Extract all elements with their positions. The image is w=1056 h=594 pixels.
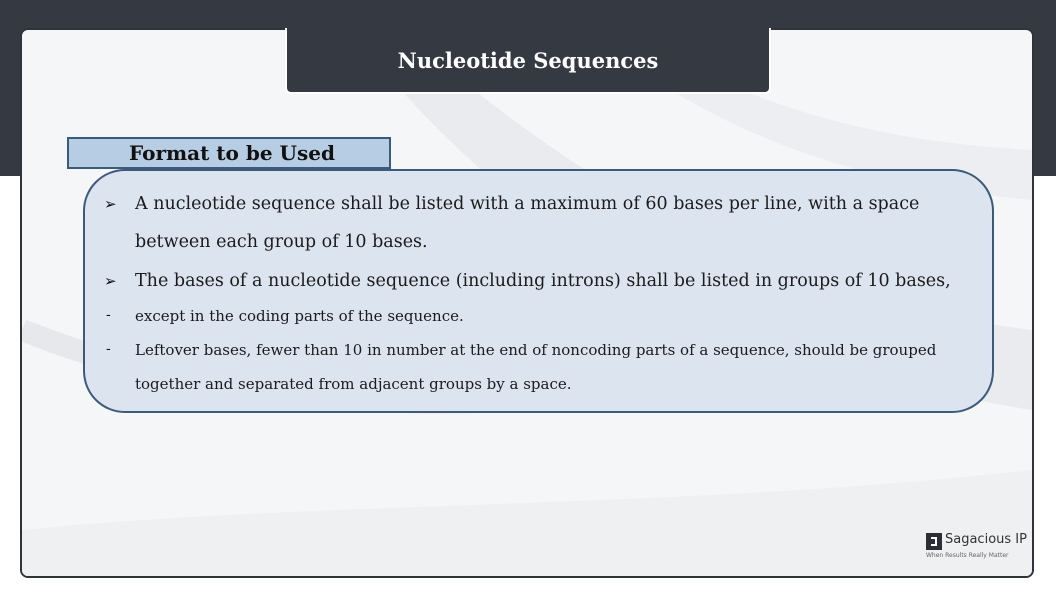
sub-item-1-line-1: except in the coding parts of the sequence. xyxy=(135,307,464,325)
bullet-2-line-1: The bases of a nucleotide sequence (including introns) shall be listed in groups of 10 bases, xyxy=(135,271,951,291)
section-label xyxy=(67,137,391,169)
sub-item-2-line-1: Leftover bases, fewer than 10 in number at the end of noncoding parts of a sequence, should be grouped xyxy=(135,341,937,359)
logo-mark-icon xyxy=(926,533,942,550)
bullet-1-line-2: between each group of 10 bases. xyxy=(135,232,428,252)
bullet-arrow-icon: ➢ xyxy=(104,272,117,290)
dash-marker: - xyxy=(106,307,111,323)
logo-name: Sagacious IP xyxy=(945,532,1027,547)
section-label-text: Format to be Used xyxy=(129,141,335,165)
sub-item-2-line-2: together and separated from adjacent groups by a space. xyxy=(135,375,572,393)
slide-title-tab xyxy=(285,28,771,94)
logo-tagline: When Results Really Matter xyxy=(926,552,1009,559)
bullet-arrow-icon: ➢ xyxy=(104,195,117,213)
company-logo xyxy=(926,532,1030,564)
slide-title: Nucleotide Sequences xyxy=(397,47,659,73)
dash-marker: - xyxy=(106,341,111,357)
bullet-1-line-1: A nucleotide sequence shall be listed with a maximum of 60 bases per line, with a space xyxy=(135,194,920,214)
